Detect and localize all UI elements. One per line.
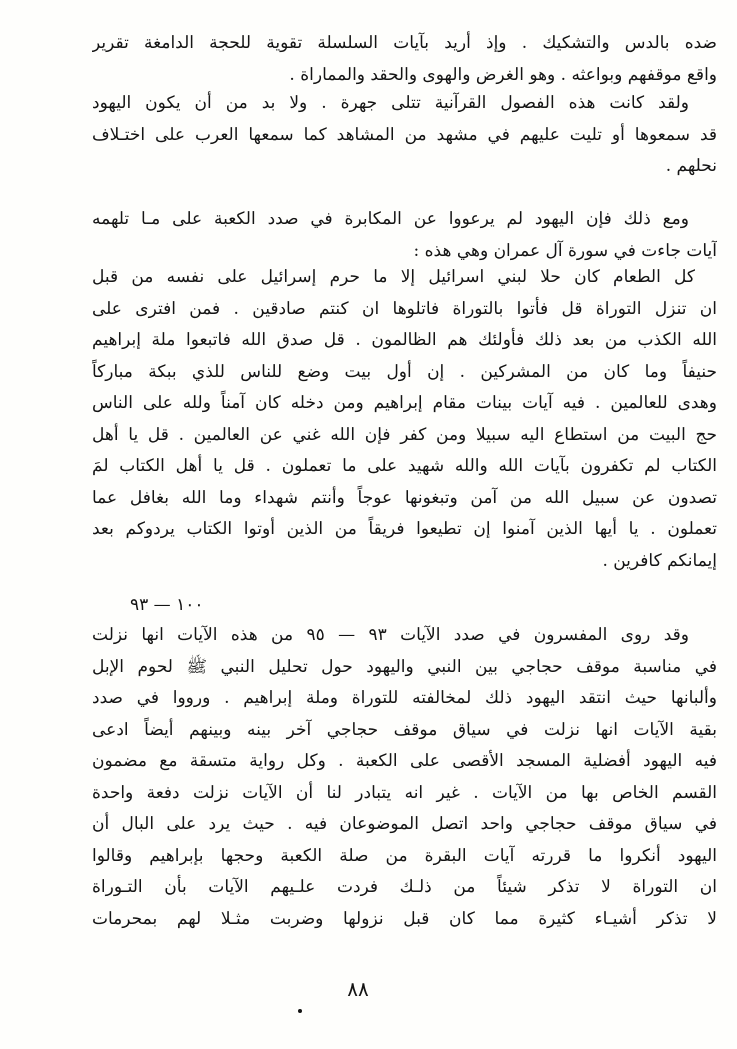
- quote-line: حج البيت من استطاع اليه سبيلا ومن كفر فإن الله غني عن العالمين . قل يا أهل: [92, 424, 717, 445]
- text-line: ان التوراة لا تذكر شيئاً من ذلـك فردت علـيهم الآيات بأن التـوراة: [92, 877, 717, 897]
- quran-quote: [92, 262, 717, 577]
- page-number: ٨٨: [347, 977, 369, 1001]
- paragraph-3: [92, 204, 717, 267]
- quote-line: كل الطعام كان حلا لبني اسرائيل إلا ما حرم إسرائيل على نفسه من قبل: [92, 267, 695, 287]
- text-line: اليهود أنكروا ما قررته آيات البقرة من صلة الكعبة وحجها بإبراهيم وقالوا: [92, 845, 717, 866]
- text-line: في سياق موقف حجاجي واحد اتصل الموضوعان فيه . حيث يرد على البال أن: [92, 814, 717, 834]
- ink-dot: [298, 1009, 302, 1013]
- paragraph-1: [92, 28, 717, 91]
- commentary-paragraph: [92, 620, 717, 935]
- text-line: آيات جاءت في سورة آل عمران وهي هذه :: [413, 240, 717, 261]
- text-line: بقية الآيات انها نزلت في سياق موقف حجاجي آخر بينه وبينهم أيضاً ادعى: [92, 719, 717, 740]
- verse-range-label: ١٠٠ — ٩٣: [130, 595, 204, 615]
- text-line: وقد روى المفسرون في صدد الآيات ٩٣ — ٩٥ من هذه الآيات انها نزلت: [92, 625, 690, 645]
- quote-line: وهدى للعالمين . فيه آيات بينات مقام إبراهيم ومن دخله كان آمناً ولله على الناس: [92, 393, 717, 413]
- quote-line: ان تنزل التوراة قل فأتوا بالتوراة فاتلوها ان كنتم صادقين . فمن افترى على: [92, 298, 717, 319]
- text-line: ضده بالدس والتشكيك . وإذ أريد بآيات السلسلة تقوية للحجة الدامغة تقرير: [92, 33, 717, 53]
- text-line: في مناسبة موقف حجاجي بين النبي واليهود حول تحليل النبي ﷺ لحوم الإبل: [92, 656, 717, 677]
- quote-line: حنيفاً وما كان من المشركين . إن أول بيت وضع للناس للذي ببكة مباركاً: [92, 361, 717, 382]
- text-line: لا تذكر أشيـاء كثيرة مما كان قبل نزولها وضربت مثـلا لهم بمحرمات: [92, 908, 717, 929]
- quote-line: إيمانكم كافرين .: [602, 550, 717, 571]
- text-line: فيه اليهود أفضلية المسجد الأقصى على الكعبة . وكل رواية متسقة مع مضمون: [92, 751, 717, 771]
- text-line: قد سمعوها أو تليت عليهم في مشهد من المشاهد كما سمعها العرب على اختـلاف: [92, 124, 717, 145]
- text-line: ومع ذلك فإن اليهود لم يرعووا عن المكابرة في صدد الكعبة على مـا تلهمه: [92, 209, 689, 229]
- text-line: القسم الخاص بها من الآيات . غير انه يتبادر لنا أن الآيات نزلت دفعة واحدة: [92, 782, 717, 803]
- quote-line: تصدون عن سبيل الله من آمن وتبغونها عوجاً وأنتم شهداء وما الله بغافل عما: [92, 487, 717, 508]
- text-line: وألبانها حيث انتقد اليهود ذلك لمخالفته للتوراة وملة إبراهيم . ورووا في صدد: [92, 688, 717, 708]
- text-line: ولقد كانت هذه الفصول القرآنية تتلى جهرة . ولا بد من أن يكون اليهود: [92, 93, 689, 113]
- text-line: نحلهم .: [665, 156, 717, 176]
- paragraph-2: [92, 88, 717, 183]
- quote-line: الله الكذب من بعد ذلك فأولئك هم الظالمون . قل صدق الله فاتبعوا ملة إبراهيم: [92, 330, 717, 350]
- quote-line: تعملون . يا أيها الذين آمنوا إن تطيعوا فريقاً من الذين أوتوا الكتاب يردوكم بعد: [92, 519, 717, 539]
- text-line: واقع موقفهم وبواعثه . وهو الغرض والهوى والحقد والمماراة .: [289, 64, 717, 85]
- quote-line: الكتاب لم تكفرون بآيات الله والله شهيد على ما تعملون . قل يا أهل الكتاب لمَ: [92, 456, 717, 476]
